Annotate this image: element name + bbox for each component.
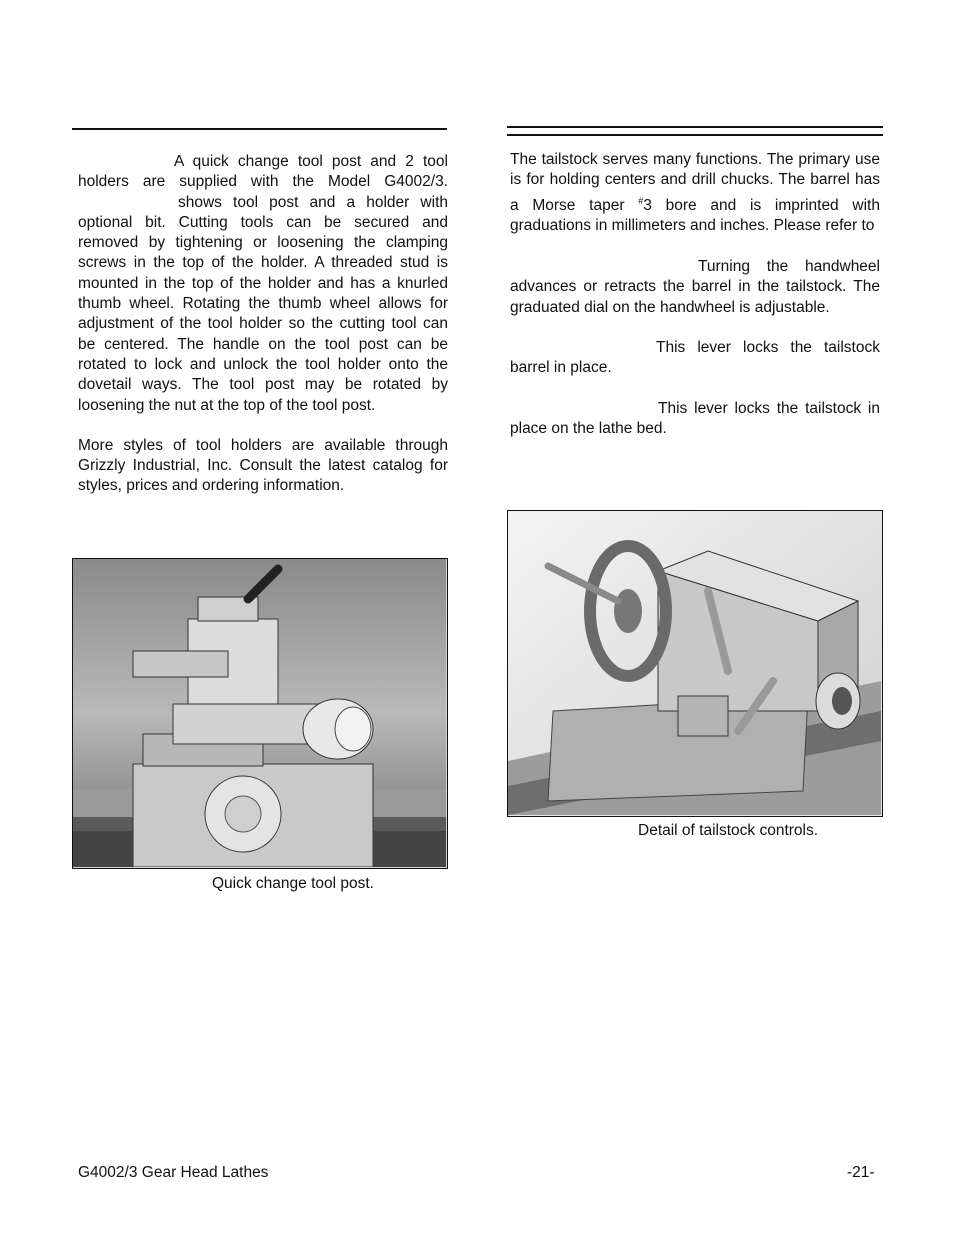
left-column	[78, 152, 448, 497]
tool-post-photo	[72, 558, 448, 869]
left-section-rule	[72, 128, 447, 130]
handwheel-paragraph: Turning the handwheel advances or retracts the barrel in the tailstock. The graduated dial on the handwheel is adjustable.	[510, 258, 880, 316]
right-section-rule-bottom	[507, 134, 883, 136]
tool-post-paragraph: A quick change tool post and 2 tool holders are supplied with the Model G4002/3. shows tool post and a holder with optional bit. Cutting tools can be secured and removed by tightening or loosening the clamping screws in the top of the holder. A threaded stud is mounted in the top of the holder and has a knurled thumb wheel. Rotating the thumb wheel allows for adjustment of the tool holder so the cutting tool can be centered. The handle on the tool post can be rotated to lock and unlock the tool holder onto the dovetail ways. The tool post may be rotated by loosening the nut at the top of the tool post.	[78, 153, 448, 414]
tailstock-illustration	[508, 511, 881, 815]
tool-post-illustration	[73, 559, 446, 867]
right-column	[510, 150, 880, 439]
barrel-lock-paragraph: This lever locks the tailstock barrel in place.	[510, 339, 880, 377]
footer-title: G4002/3 Gear Head Lathes	[78, 1164, 269, 1181]
left-figure-caption: Quick change tool post.	[212, 875, 374, 892]
right-figure-caption: Detail of tailstock controls.	[638, 822, 819, 839]
tool-holder-paragraph: More styles of tool holders are available through Grizzly Industrial, Inc. Consult the latest catalog for styles, prices and ordering information.	[78, 436, 448, 495]
page-number: -21-	[847, 1164, 875, 1181]
tailstock-photo	[507, 510, 883, 817]
tailstock-lock-paragraph: This lever locks the tailstock in place on the lathe bed.	[510, 399, 880, 437]
right-section-rule-top	[507, 126, 883, 128]
tailstock-intro-paragraph: The tailstock serves many functions. The primary use is for holding centers and drill chucks. The barrel has a Morse taper #3 bore and is imprinted with graduations in millimeters and inches. Please refer to	[510, 151, 880, 234]
